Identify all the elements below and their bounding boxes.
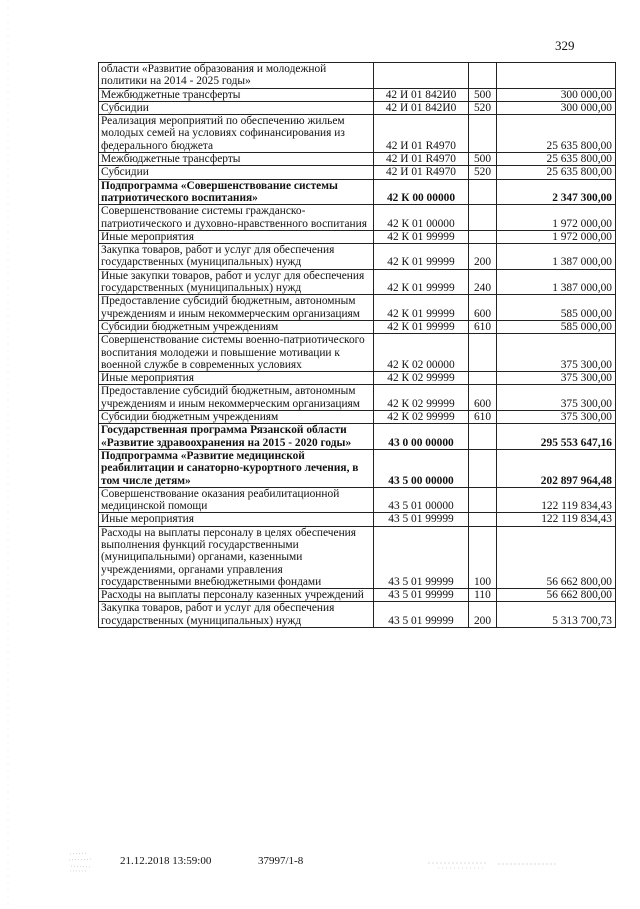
row-amount-cell: 300 000,00: [497, 101, 616, 114]
row-vr-cell: 520: [469, 101, 497, 114]
row-amount-cell: 25 635 800,00: [497, 115, 616, 153]
left-stamp-mark: [68, 850, 94, 874]
row-code-cell: 42 К 01 99999: [374, 230, 469, 243]
row-amount-cell: [497, 63, 616, 89]
footer-timestamp: 21.12.2018 13:59:00: [120, 855, 212, 867]
row-amount-cell: 56 662 800,00: [497, 589, 616, 602]
row-name-cell: Расходы на выплаты персоналу казенных учреждений: [99, 589, 374, 602]
row-vr-cell: [469, 487, 497, 513]
table-row: [99, 487, 616, 513]
row-vr-cell: 610: [469, 320, 497, 333]
row-code-cell: 43 5 01 99999: [374, 589, 469, 602]
row-name-cell: Расходы на выплаты персоналу в целях обеспечения выполнения функций государственными (муниципальными) органами, казенными учреждениями, органами управления государственными внебюджетными фондами: [99, 526, 374, 588]
row-code-cell: 42 К 01 00000: [374, 205, 469, 231]
row-vr-cell: 610: [469, 411, 497, 424]
table-row: [99, 205, 616, 231]
row-amount-cell: 375 300,00: [497, 411, 616, 424]
row-code-cell: 43 5 01 00000: [374, 487, 469, 513]
scan-margin-strip: [6, 0, 10, 905]
row-amount-cell: 300 000,00: [497, 88, 616, 101]
row-code-cell: 43 5 01 99999: [374, 513, 469, 526]
row-amount-cell: 202 897 964,48: [497, 449, 616, 487]
table-row: [99, 230, 616, 243]
table-row: [99, 589, 616, 602]
row-vr-cell: [469, 230, 497, 243]
row-name-cell: Иные мероприятия: [99, 372, 374, 385]
row-code-cell: [374, 63, 469, 89]
row-amount-cell: 1 972 000,00: [497, 230, 616, 243]
row-amount-cell: 25 635 800,00: [497, 166, 616, 179]
row-amount-cell: 2 347 300,00: [497, 179, 616, 205]
row-code-cell: 42 И 01 R4970: [374, 166, 469, 179]
table-row: [99, 179, 616, 205]
row-amount-cell: 585 000,00: [497, 320, 616, 333]
table-row: [99, 115, 616, 153]
row-amount-cell: 1 387 000,00: [497, 269, 616, 295]
table-row: [99, 63, 616, 89]
row-vr-cell: 600: [469, 295, 497, 321]
row-amount-cell: 375 300,00: [497, 372, 616, 385]
row-amount-cell: 56 662 800,00: [497, 526, 616, 588]
table-row: [99, 101, 616, 114]
row-vr-cell: [469, 424, 497, 450]
table-row: [99, 244, 616, 270]
row-vr-cell: 500: [469, 153, 497, 166]
table-row: [99, 88, 616, 101]
table-row: [99, 411, 616, 424]
row-vr-cell: [469, 449, 497, 487]
table-row: [99, 320, 616, 333]
right-stamp-mark: [428, 856, 558, 868]
row-name-cell: Закупка товаров, работ и услуг для обеспечения государственных (муниципальных) нужд: [99, 244, 374, 270]
row-amount-cell: 295 553 647,16: [497, 424, 616, 450]
row-code-cell: 42 К 01 99999: [374, 295, 469, 321]
row-name-cell: Межбюджетные трансферты: [99, 153, 374, 166]
row-vr-cell: 500: [469, 88, 497, 101]
row-amount-cell: 5 313 700,73: [497, 602, 616, 628]
row-code-cell: 42 К 01 99999: [374, 244, 469, 270]
row-name-cell: Межбюджетные трансферты: [99, 88, 374, 101]
footer-doc-ref: 37997/1-8: [258, 855, 304, 867]
table-row: [99, 449, 616, 487]
row-code-cell: 43 0 00 00000: [374, 424, 469, 450]
row-name-cell: Закупка товаров, работ и услуг для обеспечения государственных (муниципальных) нужд: [99, 602, 374, 628]
row-code-cell: 42 К 02 99999: [374, 385, 469, 411]
row-name-cell: Совершенствование системы военно-патриотического воспитания молодежи и повышение мотивации к военной службе в современных условиях: [99, 334, 374, 372]
row-vr-cell: [469, 179, 497, 205]
row-vr-cell: 600: [469, 385, 497, 411]
row-code-cell: 43 5 00 00000: [374, 449, 469, 487]
row-amount-cell: 1 972 000,00: [497, 205, 616, 231]
row-name-cell: области «Развитие образования и молодежной политики на 2014 - 2025 годы»: [99, 63, 374, 89]
table-row: [99, 269, 616, 295]
row-code-cell: 43 5 01 99999: [374, 526, 469, 588]
row-vr-cell: [469, 115, 497, 153]
row-name-cell: Государственная программа Рязанской области «Развитие здравоохранения на 2015 - 2020 годы»: [99, 424, 374, 450]
row-vr-cell: [469, 372, 497, 385]
table-row: [99, 372, 616, 385]
table-row: [99, 513, 616, 526]
budget-table-body: [99, 63, 616, 628]
row-vr-cell: 200: [469, 244, 497, 270]
table-row: [99, 295, 616, 321]
row-code-cell: 42 К 01 99999: [374, 269, 469, 295]
row-name-cell: Предоставление субсидий бюджетным, автономным учреждениям и иным некоммерческим организациям: [99, 295, 374, 321]
table-row: [99, 166, 616, 179]
row-name-cell: Субсидии бюджетным учреждениям: [99, 411, 374, 424]
row-code-cell: 42 К 02 00000: [374, 334, 469, 372]
row-amount-cell: 25 635 800,00: [497, 153, 616, 166]
row-vr-cell: [469, 63, 497, 89]
row-name-cell: Иные мероприятия: [99, 513, 374, 526]
row-amount-cell: 375 300,00: [497, 385, 616, 411]
row-name-cell: Иные закупки товаров, работ и услуг для обеспечения государственных (муниципальных) нужд: [99, 269, 374, 295]
page-number: 329: [555, 38, 575, 53]
row-code-cell: 42 К 00 00000: [374, 179, 469, 205]
row-name-cell: Субсидии бюджетным учреждениям: [99, 320, 374, 333]
table-row: [99, 385, 616, 411]
row-code-cell: 42 К 02 99999: [374, 411, 469, 424]
row-name-cell: Подпрограмма «Совершенствование системы патриотического воспитания»: [99, 179, 374, 205]
row-name-cell: Реализация мероприятий по обеспечению жильем молодых семей на условиях софинансирования из федерального бюджета: [99, 115, 374, 153]
row-name-cell: Подпрограмма «Развитие медицинской реабилитации и санаторно-курортного лечения, в том числе детям»: [99, 449, 374, 487]
row-name-cell: Иные мероприятия: [99, 230, 374, 243]
row-name-cell: Субсидии: [99, 166, 374, 179]
table-row: [99, 526, 616, 588]
row-code-cell: 42 И 01 842И0: [374, 88, 469, 101]
row-vr-cell: [469, 205, 497, 231]
row-vr-cell: 110: [469, 589, 497, 602]
row-amount-cell: 122 119 834,43: [497, 487, 616, 513]
row-amount-cell: 122 119 834,43: [497, 513, 616, 526]
table-row: [99, 334, 616, 372]
row-vr-cell: [469, 513, 497, 526]
row-code-cell: 42 И 01 842И0: [374, 101, 469, 114]
table-row: [99, 424, 616, 450]
row-name-cell: Совершенствование системы гражданско-патриотического и духовно-нравственного воспитания: [99, 205, 374, 231]
row-vr-cell: 200: [469, 602, 497, 628]
row-vr-cell: 100: [469, 526, 497, 588]
table-row: [99, 602, 616, 628]
row-vr-cell: [469, 334, 497, 372]
row-code-cell: 43 5 01 99999: [374, 602, 469, 628]
row-name-cell: Совершенствование оказания реабилитационной медицинской помощи: [99, 487, 374, 513]
budget-table: [98, 62, 616, 628]
row-vr-cell: 240: [469, 269, 497, 295]
row-name-cell: Субсидии: [99, 101, 374, 114]
row-code-cell: 42 И 01 R4970: [374, 153, 469, 166]
row-code-cell: 42 К 01 99999: [374, 320, 469, 333]
row-amount-cell: 585 000,00: [497, 295, 616, 321]
row-amount-cell: 375 300,00: [497, 334, 616, 372]
table-row: [99, 153, 616, 166]
row-code-cell: 42 И 01 R4970: [374, 115, 469, 153]
row-vr-cell: 520: [469, 166, 497, 179]
row-name-cell: Предоставление субсидий бюджетным, автономным учреждениям и иным некоммерческим организациям: [99, 385, 374, 411]
row-code-cell: 42 К 02 99999: [374, 372, 469, 385]
row-amount-cell: 1 387 000,00: [497, 244, 616, 270]
